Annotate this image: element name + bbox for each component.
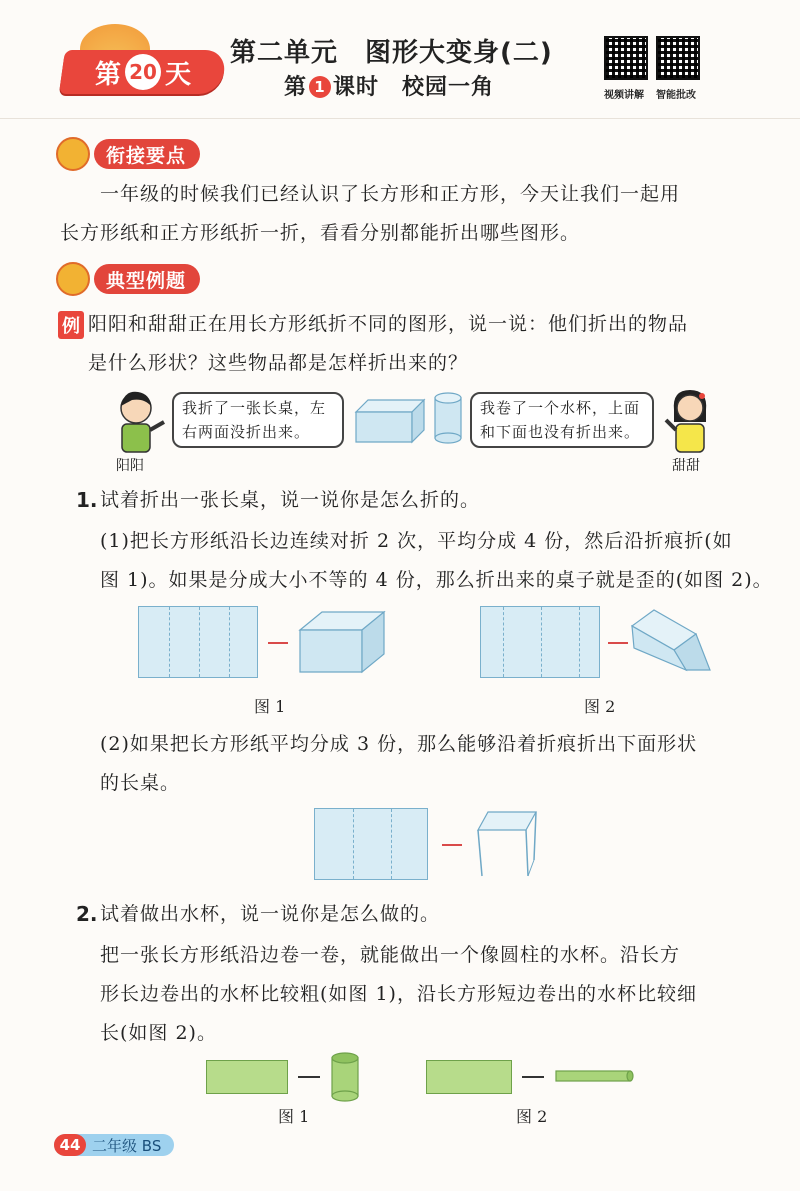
q2-fig1-caption: 图 1 [278,1107,310,1126]
lesson-title: 第 1 课时 校园一角 [284,75,495,100]
fold-line [229,607,230,677]
intro-line-2: 长方形纸和正方形纸折一折，看看分别都能折出哪些图形。 [60,222,581,244]
fold-line [199,607,200,677]
fig2-skewed-table-result [630,608,714,674]
girl-speech-bubble: 我卷了一个水杯，上面 和下面也没有折出来。 [470,392,654,448]
lucky-bag-icon [56,262,90,296]
fold-line [353,809,354,879]
q1-fig1-caption: 图 1 [254,697,286,716]
page-number: 44 [54,1134,86,1156]
q2-fig2-arrow-icon [522,1076,544,1078]
example-question-line-1: 阳阳和甜甜正在用长方形纸折不同的图形，说一说：他们折出的物品 [88,313,689,335]
fold-line [503,607,504,677]
footer-grade: 二年级 BS [92,1137,162,1155]
q2-thin-cup-result [552,1068,636,1084]
fig1-arrow-icon [268,642,288,644]
cup-illustration [433,392,463,444]
three-part-paper [314,808,428,880]
girl-tiantian-icon [662,388,718,456]
boy-speech-bubble: 我折了一张长桌，左 右两面没折出来。 [172,392,344,448]
q1-fig2-caption: 图 2 [584,697,616,716]
fig1-table-result [298,610,386,674]
qr-code-video-icon[interactable] [604,36,648,80]
question-1-number: 1. [76,488,98,512]
day-badge-text: 第 20 天 [62,52,224,92]
fold-line [541,607,542,677]
example-tag: 例 [58,311,84,339]
fig1-folded-paper [138,606,258,678]
q2-body-line-2: 形长边卷出的水杯比较粗(如图 1)，沿长方形短边卷出的水杯比较细 [100,983,697,1005]
q1-part1-line-2: 图 1)。如果是分成大小不等的 4 份，那么折出来的桌子就是歪的(如图 2)。 [100,569,773,591]
three-part-arrow-icon [442,844,462,846]
qr-code-grading-icon[interactable] [656,36,700,80]
qr-label-grading: 智能批改 [656,90,696,101]
qr-label-video: 视频讲解 [604,90,644,101]
fold-line [169,607,170,677]
fig2-arrow-icon [608,642,628,644]
footer-edition: BS [141,1137,162,1155]
fold-line [579,607,580,677]
header-divider [0,118,800,119]
boy-yangyang-icon [110,388,166,456]
fig2-folded-paper [480,606,600,678]
unit-title: 第二单元 图形大变身(二) [230,38,553,68]
girl-name: 甜甜 [672,458,700,474]
lesson-number: 1 [309,76,331,98]
question-1-title: 试着折出一张长桌，说一说你是怎么折的。 [100,489,481,511]
example-question-line-2: 是什么形状？这些物品都是怎样折出来的？ [88,352,469,374]
long-table-illustration [354,398,426,444]
lion-mascot-icon [56,137,90,171]
q1-part2-line-2: 的长桌。 [100,772,181,794]
intro-line-1: 一年级的时候我们已经认识了长方形和正方形，今天让我们一起用 [100,183,681,205]
section-label-key-points: 衔接要点 [94,139,200,169]
q2-fig1-paper [206,1060,288,1094]
section-label-examples: 典型例题 [94,264,200,294]
q2-fig2-caption: 图 2 [516,1107,548,1126]
three-part-table-result [474,808,538,878]
day-badge [62,38,224,98]
question-2-title: 试着做出水杯，说一说你是怎么做的。 [100,903,441,925]
q2-body-line-1: 把一张长方形纸沿边卷一卷，就能做出一个像圆柱的水杯。沿长方 [100,944,681,966]
q1-part2-line-1: (2)如果把长方形纸平均分成 3 份，那么能够沿着折痕折出下面形状 [100,733,698,755]
day-number: 20 [125,54,161,90]
fold-line [391,809,392,879]
q2-fig2-paper [426,1060,512,1094]
q1-part1-line-1: (1)把长方形纸沿长边连续对折 2 次，平均分成 4 份，然后沿折痕折(如 [100,530,733,552]
q2-fig1-arrow-icon [298,1076,320,1078]
question-2-number: 2. [76,902,98,926]
boy-name: 阳阳 [116,458,144,474]
q2-thick-cup-result [330,1052,360,1102]
q2-body-line-3: 长(如图 2)。 [100,1022,217,1044]
